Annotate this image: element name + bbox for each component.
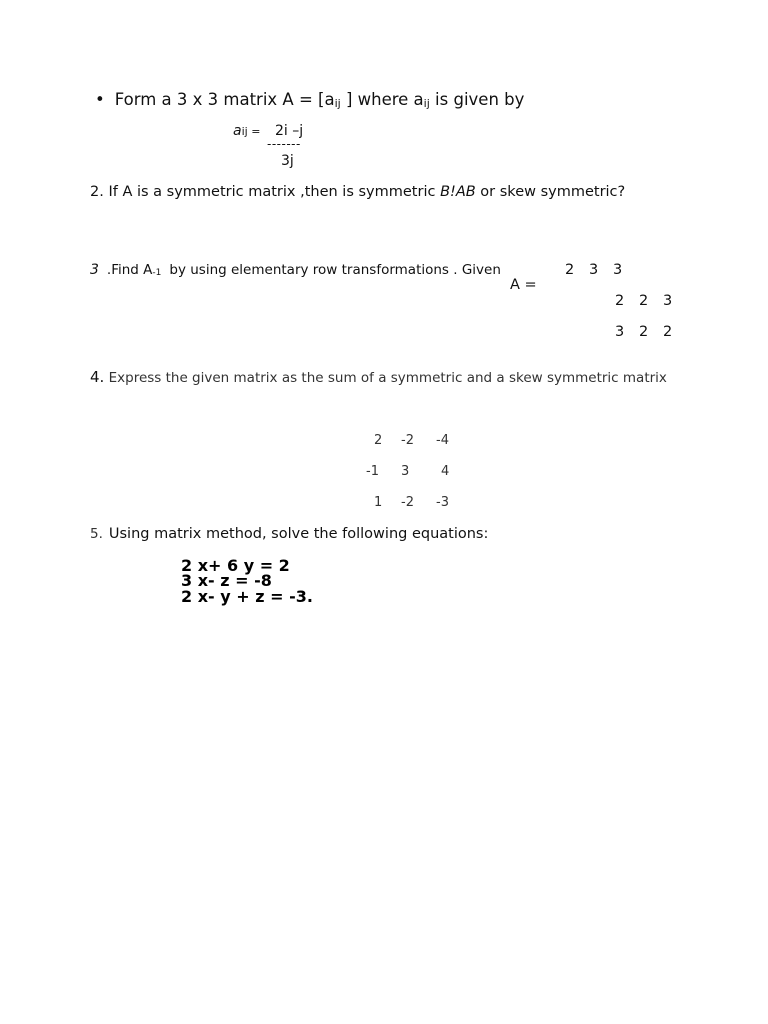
question-3 xyxy=(90,262,501,278)
q1-text-c: is given by xyxy=(429,90,525,109)
formula-var: a xyxy=(233,123,242,139)
q5-number: 5. xyxy=(90,526,103,542)
equation-line: 2 x+ 6 y = 2 xyxy=(181,556,290,575)
matrix-a-cell: 2 xyxy=(663,324,673,340)
formula-lhs xyxy=(233,123,260,139)
matrix-b-cell: 2 xyxy=(374,433,383,448)
matrix-a-cell: 2 xyxy=(615,293,625,309)
matrix-b-cell: 4 xyxy=(441,464,450,479)
matrix-b-cell: -2 xyxy=(401,495,414,510)
matrix-b-cell: 1 xyxy=(374,495,383,510)
bullet: • xyxy=(95,90,105,109)
q2-text-end: or skew symmetric? xyxy=(475,184,626,200)
q2-italic-expr: B!AB xyxy=(440,184,476,200)
formula-numerator: 2i –j xyxy=(275,123,304,139)
q1-subscript-b: ij xyxy=(423,97,430,110)
q4-number: 4. xyxy=(90,368,105,386)
matrix-a-cell: 2 xyxy=(639,293,649,309)
matrix-b-cell: -1 xyxy=(366,464,379,479)
q1-subscript-a: ij xyxy=(334,97,341,110)
q1-text-a: Form a 3 x 3 matrix A = [a xyxy=(114,90,335,109)
q1-text-b: ] where a xyxy=(340,90,424,109)
q3-number: 3 xyxy=(90,262,99,278)
matrix-a-cell: 3 xyxy=(663,293,673,309)
formula-sub: ij = xyxy=(241,125,261,138)
matrix-a-cell: 3 xyxy=(589,262,599,278)
matrix-a-cell: 2 xyxy=(639,324,649,340)
question-4 xyxy=(90,370,670,386)
matrix-b-cell: -3 xyxy=(436,495,449,510)
matrix-a-cell: 3 xyxy=(613,262,623,278)
matrix-a-cell: 3 xyxy=(615,324,625,340)
matrix-b-cell: -2 xyxy=(401,433,414,448)
matrix-b-cell: 3 xyxy=(401,464,410,479)
formula-fraction-bar: ------- xyxy=(267,137,301,151)
question-5 xyxy=(90,526,488,542)
matrix-b-cell: -4 xyxy=(436,433,449,448)
q3-text-b: by using elementary row transformations . Given xyxy=(169,262,501,278)
matrix-a-label: A = xyxy=(510,277,537,293)
matrix-a-cell: 2 xyxy=(565,262,575,278)
formula-denominator: 3j xyxy=(281,153,294,169)
equation-line: 3 x- z = -8 xyxy=(181,571,272,590)
equation-line: 2 x- y + z = -3. xyxy=(181,587,313,606)
q2-number: 2. xyxy=(90,184,104,200)
q3-text-a: .Find A xyxy=(106,262,153,278)
q5-text: Using matrix method, solve the following equations: xyxy=(108,526,489,542)
q2-text: If A is a symmetric matrix ,then is symmetric xyxy=(103,184,441,200)
question-2 xyxy=(90,184,625,200)
q3-inverse-exponent: -1 xyxy=(152,268,162,278)
q4-text: Express the given matrix as the sum of a symmetric and a skew symmetric matrix xyxy=(104,370,667,386)
question-1 xyxy=(95,90,524,109)
